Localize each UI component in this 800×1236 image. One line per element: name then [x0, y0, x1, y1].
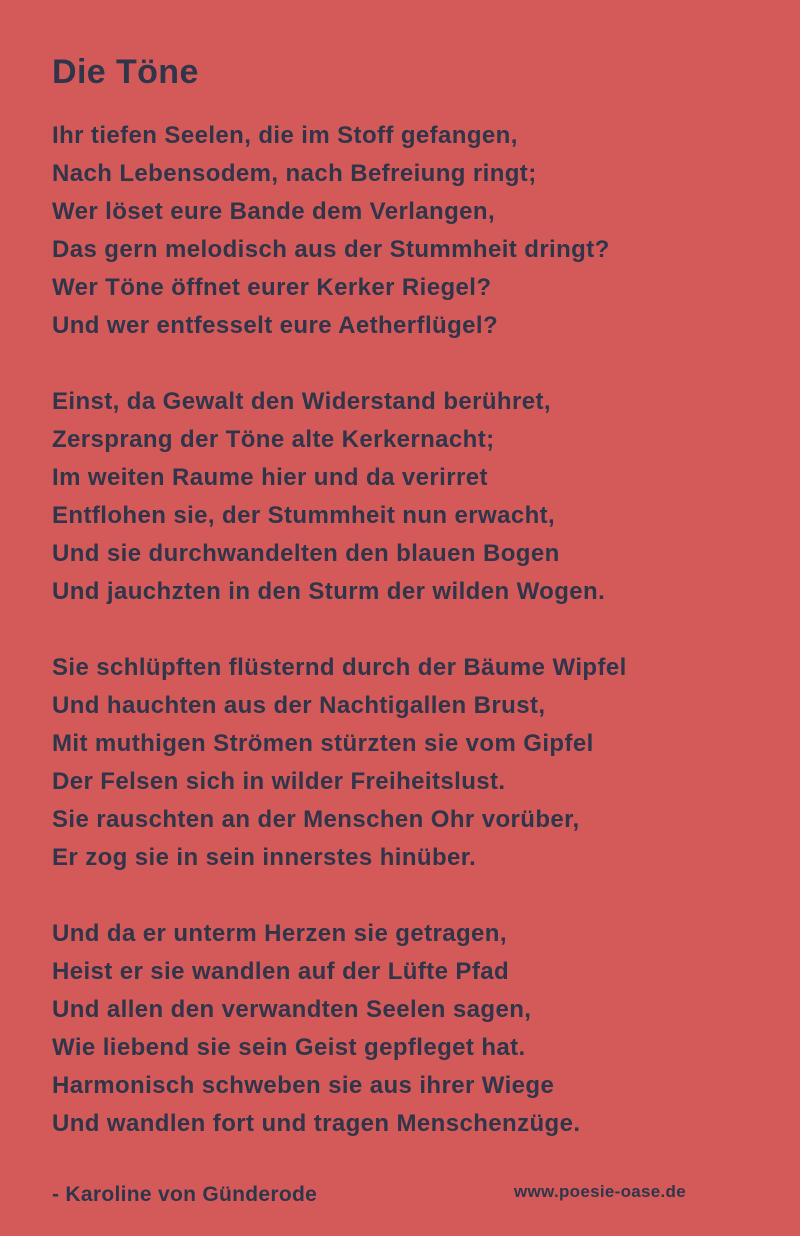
website-watermark: www.poesie-oase.de: [514, 1182, 686, 1201]
poem-line: Nach Lebensodem, nach Befreiung ringt;: [52, 160, 537, 187]
poem-line: Harmonisch schweben sie aus ihrer Wiege: [52, 1072, 555, 1099]
poem-title: Die Töne: [52, 53, 199, 91]
poem-line: Und sie durchwandelten den blauen Bogen: [52, 540, 560, 567]
poem-stanza-4: [52, 915, 760, 1143]
poem-line: Wie liebend sie sein Geist gepfleget hat.: [52, 1034, 526, 1061]
poem-line: Und wandlen fort und tragen Menschenzüge.: [52, 1110, 581, 1137]
poem-line: Und hauchten aus der Nachtigallen Brust,: [52, 692, 546, 719]
poem-line: Und allen den verwandten Seelen sagen,: [52, 996, 532, 1023]
poem-line: Wer löset eure Bande dem Verlangen,: [52, 198, 496, 225]
poem-line: Sie rauschten an der Menschen Ohr vorüber,: [52, 806, 580, 833]
poem-line: Sie schlüpften flüsternd durch der Bäume Wipfel: [52, 654, 627, 681]
poem-line: Und wer entfesselt eure Aetherflügel?: [52, 312, 499, 339]
poem-stanza-3: [52, 649, 760, 877]
poem-line: Im weiten Raume hier und da verirret: [52, 464, 488, 491]
poem-line: Entflohen sie, der Stummheit nun erwacht,: [52, 502, 556, 529]
poem-line: Er zog sie in sein innerstes hinüber.: [52, 844, 477, 871]
poem-stanza-2: [52, 383, 760, 611]
poem-stanza-1: [52, 117, 760, 345]
poem-line: Mit muthigen Strömen stürzten sie vom Gipfel: [52, 730, 594, 757]
poem-author: - Karoline von Günderode: [52, 1183, 318, 1206]
poem-line: Einst, da Gewalt den Widerstand berühret,: [52, 388, 551, 415]
poem-line: Der Felsen sich in wilder Freiheitslust.: [52, 768, 506, 795]
poem-line: Zersprang der Töne alte Kerkernacht;: [52, 426, 495, 453]
poem-line: Wer Töne öffnet eurer Kerker Riegel?: [52, 274, 492, 301]
poem-line: Und jauchzten in den Sturm der wilden Wogen.: [52, 578, 606, 605]
poem-line: Und da er unterm Herzen sie getragen,: [52, 920, 507, 947]
poem-line: Ihr tiefen Seelen, die im Stoff gefangen,: [52, 122, 518, 149]
poem-line: Das gern melodisch aus der Stummheit dringt?: [52, 236, 610, 263]
poem-line: Heist er sie wandlen auf der Lüfte Pfad: [52, 958, 510, 985]
